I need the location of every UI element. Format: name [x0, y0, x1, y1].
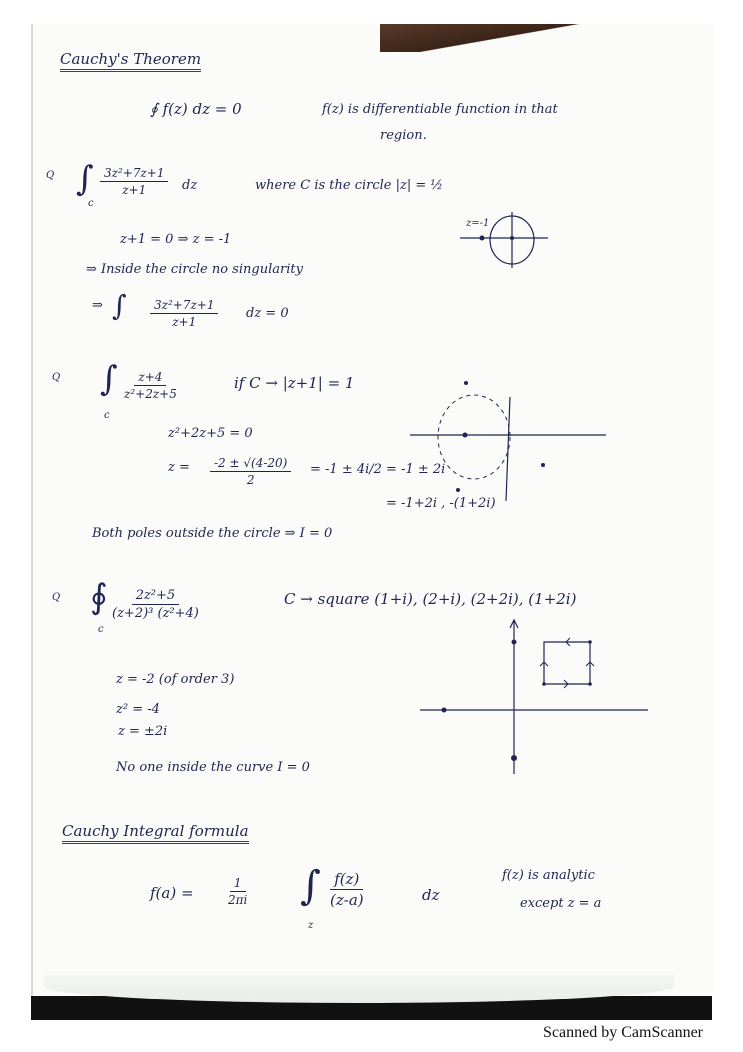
question-marker: Q: [52, 592, 61, 603]
circle-diagram-1: [460, 210, 550, 270]
numerator: 2z²+5: [132, 588, 180, 605]
circle-diagram-2: [410, 375, 610, 505]
conclusion: Both poles outside the circle ⇒ I = 0: [92, 526, 333, 541]
question-marker: Q: [52, 372, 61, 383]
differential: dz: [182, 178, 198, 193]
contour-integral-sign: ∮: [90, 577, 108, 617]
numerator: 3z²+7z+1: [100, 166, 168, 182]
theorem-condition-cont: region.: [380, 128, 427, 143]
section-title-cauchys-theorem: Cauchy's Theorem: [60, 50, 201, 72]
result-arrow: ⇒: [92, 298, 103, 313]
contour-subscript: z: [308, 920, 314, 931]
step-roots: z = ±2i: [118, 724, 168, 739]
denominator: (z+2)³ (z²+4): [112, 606, 199, 621]
denominator: z+1: [122, 183, 147, 197]
result-fraction: [150, 298, 218, 329]
step-square: z² = -4: [116, 702, 160, 717]
conclusion: No one inside the curve I = 0: [116, 760, 310, 775]
contour-subscript: c: [104, 410, 110, 421]
step-formula-prefix: z =: [168, 460, 190, 475]
denominator: z²+2z+5: [124, 387, 177, 401]
theorem-statement: ∮ f(z) dz = 0: [150, 100, 242, 118]
formula-lhs: f(a) =: [150, 884, 194, 902]
integral-sign: ∫: [112, 289, 127, 322]
contour-condition: C → square (1+i), (2+i), (2+2i), (1+2i): [284, 590, 577, 608]
integrand-fraction: [124, 370, 177, 401]
integrand-fraction: [330, 870, 364, 909]
contour-condition: if C → |z+1| = 1: [234, 374, 355, 392]
numerator: f(z): [330, 870, 363, 890]
integral-sign: ∫: [300, 863, 321, 909]
contour-subscript: c: [88, 198, 94, 209]
analytic-exception: except z = a: [520, 896, 602, 911]
coefficient-fraction: [228, 876, 247, 907]
contour-condition: where C is the circle |z| = ½: [255, 178, 443, 193]
step-pole-order: z = -2 (of order 3): [116, 672, 235, 687]
square-contour-diagram: [420, 618, 660, 778]
denominator: 2πi: [228, 893, 248, 907]
step-roots: = -1 ± 4i/2 = -1 ± 2i: [310, 462, 446, 477]
theorem-condition: f(z) is differentiable function in that: [322, 102, 558, 117]
denominator: (z-a): [330, 891, 364, 909]
differential: dz: [422, 886, 440, 904]
denominator: 2: [246, 473, 255, 487]
step-no-singularity: ⇒ Inside the circle no singularity: [86, 262, 303, 277]
question-marker: Q: [46, 170, 55, 181]
integrand-fraction: [100, 166, 168, 197]
analytic-condition: f(z) is analytic: [502, 868, 595, 883]
numerator: z+4: [134, 370, 166, 386]
denominator: z+1: [172, 315, 197, 329]
step-quadratic: z²+2z+5 = 0: [168, 426, 253, 441]
integral-sign: ∫: [100, 359, 118, 399]
quadratic-formula-fraction: [210, 456, 291, 487]
pole-label: z=-1: [466, 218, 490, 229]
numerator: 3z²+7z+1: [150, 298, 218, 314]
result-value: dz = 0: [246, 306, 289, 321]
integral-sign: ∫: [76, 159, 94, 199]
scanner-watermark: Scanned by CamScanner: [543, 1024, 703, 1041]
numerator: 1: [230, 876, 246, 892]
numerator: -2 ± √(4-20): [210, 456, 291, 472]
page-corner-shadow: [380, 24, 712, 52]
step-roots-final: = -1+2i , -(1+2i): [386, 496, 496, 511]
contour-subscript: c: [98, 624, 104, 635]
integrand-fraction: [112, 588, 199, 621]
step-solve-pole: z+1 = 0 ⇒ z = -1: [120, 232, 232, 247]
section-title-cauchy-integral-formula: Cauchy Integral formula: [62, 822, 249, 844]
